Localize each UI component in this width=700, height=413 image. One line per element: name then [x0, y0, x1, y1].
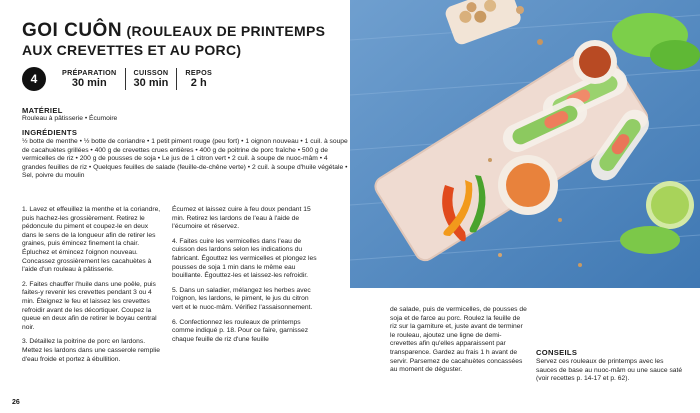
rest-value: 2 h [190, 77, 207, 89]
prep-value: 30 min [71, 77, 107, 89]
step-paragraph: 3. Détaillez la poitrine de porc en lardons. Mettez les lardons dans une casserole remplie d'eau froide et portez à ébullition. [22, 338, 160, 363]
cook-label: CUISSON [133, 68, 169, 77]
materiel-heading: MATÉRIEL [22, 106, 63, 115]
step-paragraph: 1. Lavez et effeuillez la menthe et la coriandre, puis hachez-les grossièrement. Retirez le pédoncule du piment et coupez-le en deux dans le sens de la longueur afin de retirer les graines, puis émincez finement la chair. Épluchez et émincez l'oignon nouveau. Concassez grossièrement les cacahuètes à l'aide d'un rouleau à pâtisserie. [22, 206, 161, 274]
steps-column-1 [22, 206, 164, 370]
materiel-text: Rouleau à pâtisserie • Écumoire [22, 115, 118, 122]
step-paragraph: 5. Dans un saladier, mélangez les herbes avec l'oignon, les lardons, le piment, le jus du citron vert et le nuoc-mâm. Vérifiez l'assaisonnement. [172, 286, 313, 311]
title-line-2: AUX CREVETTES ET AU PORC) [22, 42, 242, 58]
step-paragraph: 4. Faites cuire les vermicelles dans l'eau de cuisson des lardons selon les indications du fabricant. Égouttez les vermicelles et plongez les pousses de soja 1 min dans le même eau bouillante. Égouttez-les et laissez-les refroidir. [172, 237, 317, 280]
steps-column-3: de salade, puis de vermicelles, de pousses de soja et de farce au porc. Roulez la feuille de riz sur la garniture et, juste avant de terminer le rouleau, ajoutez une ligne de demi-crevettes afin qu'elles apparaissent par transparence. Gardez au frais 1 h avant de servir. Parsemez de cacahuètes concassées au moment de déguster. [390, 306, 527, 374]
conseils-text: Servez ces rouleaux de printemps avec les sauces de base au nuoc-mâm ou une sauce saté (voir recettes p. 14-17 et p. 62). [536, 358, 683, 383]
step-paragraph: Écumez et laissez cuire à feu doux pendant 15 min. Retirez les lardons de l'eau à l'aide de l'écumoire et réservez. [172, 206, 311, 231]
servings-badge [22, 67, 46, 91]
conseils-heading: CONSEILS [536, 348, 578, 357]
prep-label: PRÉPARATION [62, 68, 117, 77]
ingredients-heading: INGRÉDIENTS [22, 128, 78, 137]
title-paren: (ROULEAUX DE PRINTEMPS [126, 23, 326, 39]
steps-column-2 [172, 206, 318, 350]
step-paragraph: 2. Faites chauffer l'huile dans une poêle, puis faites-y revenir les crevettes pendant 3 ou 4 min. Éteignez le feu et laissez les crevettes refroidir avant de les décortiquer. Coupez la queue en deux afin de retirer le boyau central noir. [22, 280, 157, 331]
recipe-title [22, 22, 352, 60]
spring-rolls-illustration [350, 0, 700, 288]
ingredients-text: ½ botte de menthe • ½ botte de coriandre • 1 petit piment rouge (peu fort) • 1 oignon nouveau • 1 cuil. à soupe de cacahuètes grillées • 400 g de crevettes crues entières • 400 g de poitrine de porc fraîche • 500 g de vermicelles de riz • 200 g de pousses de soja • Le jus de 1 citron vert • 2 cuil. à soupe de nuoc-mâm • 4 grandes feuilles de riz • Quelques feuilles de salade (feuille-de-chêne verte) • 2 cuil. à soupe d'huile végétale • Sel, poivre du moulin [22, 138, 348, 180]
recipe-photo [350, 0, 700, 288]
rest-label: REPOS [185, 68, 213, 77]
cook-value: 30 min [133, 77, 169, 89]
rest-time [177, 69, 220, 89]
recipe-meta [22, 66, 220, 92]
title-main: GOI CUÔN [22, 20, 123, 41]
cook-time [126, 69, 177, 89]
step-paragraph: 6. Confectionnez les rouleaux de printemps comme indiqué p. 18. Pour ce faire, garnissez chaque feuille de riz d'une feuille [172, 318, 309, 343]
prep-time [54, 69, 125, 89]
page-number: 26 [12, 399, 20, 406]
servings-value: 4 [30, 72, 38, 86]
